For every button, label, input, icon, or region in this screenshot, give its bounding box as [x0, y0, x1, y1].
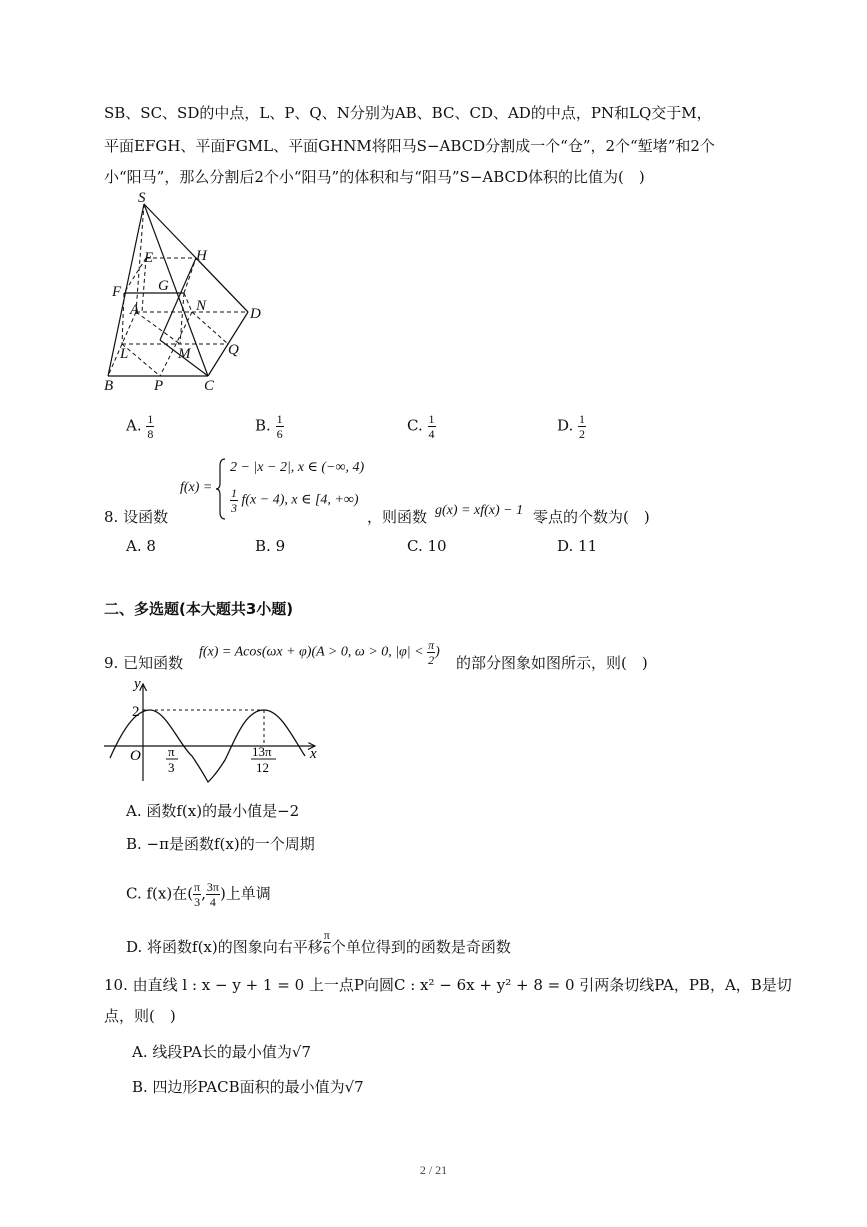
q7-line-2: 平面EFGH、平面FGML、平面GHNM将阳马S−ABCD分割成一个“仓”，2个“堑堵”和2个 [104, 137, 715, 155]
q9-option-b: B. −π是函数f(x)的一个周期 [126, 835, 315, 853]
q10-line-1: 10. 由直线 l : x − y + 1 = 0 上一点P向圆C : x² − 6x + y² + 8 = 0 引两条切线PA，PB，A，B是切 [104, 976, 792, 994]
page-number: 2 / 21 [419, 1163, 448, 1177]
option-letter: A. [126, 416, 142, 435]
q8-gx: g(x) = xf(x) − 1 [435, 503, 524, 518]
q7-option-d [557, 412, 586, 441]
option-letter: D. [557, 416, 574, 435]
q10-option-a: A. 线段PA长的最小值为√7 [132, 1043, 312, 1061]
q10-option-b: B. 四边形PACB面积的最小值为√7 [132, 1078, 364, 1096]
q8-case-1: 2 − |x − 2|, x ∈ (−∞, 4) [230, 460, 365, 475]
q9-option-d: D. 将函数f(x)的图象向右平移 $\frac{\pi}{6}$ 个单位得到的函数是奇函数 [126, 928, 511, 957]
q7-option-b [255, 412, 284, 441]
q8-middle: ，则函数 [367, 508, 428, 526]
pyramid-figure [100, 190, 280, 395]
q9-suffix: 的部分图象如图所示，则( ) [456, 654, 648, 672]
label-D: D [250, 306, 261, 322]
x-axis-label: x [310, 746, 317, 762]
q9-prefix: 9. 已知函数 [104, 654, 184, 672]
q8-suffix: 零点的个数为( ) [533, 508, 650, 526]
label-F: F [112, 284, 122, 300]
option-letter: B. [255, 416, 271, 435]
q7-option-a [126, 412, 154, 441]
q8-brace [216, 458, 226, 520]
q9-option-c: C. f(x)在( $\frac{\pi}{3}$ , $\frac{3\pi}{4}$ )上单调 [126, 880, 271, 909]
q8-case-2: $\frac{1}{3}$ f(x − 4), x ∈ [4, +∞) [231, 486, 359, 515]
label-L: L [120, 346, 129, 362]
y-tick-2: 2 [132, 704, 140, 720]
q7-line-3: 小“阳马”，那么分割后2个小“阳马”的体积和与“阳马”S−ABCD体积的比值为( ) [104, 168, 645, 186]
section-heading: 二、多选题(本大题共3小题) [104, 600, 294, 618]
q8-option-a: A. 8 [126, 537, 156, 555]
x-tick-1-den: 3 [168, 760, 175, 775]
label-A: A [130, 302, 140, 318]
label-G: G [158, 278, 169, 294]
q7-option-c [407, 412, 436, 441]
label-P: P [154, 378, 164, 394]
option-fraction: $\frac{1}{8}$ [147, 412, 154, 441]
x-tick-2-num: 13π [252, 744, 272, 759]
option-fraction: $\frac{1}{4}$ [428, 412, 435, 441]
label-B: B [104, 378, 114, 394]
q9-option-a: A. 函数f(x)的最小值是−2 [126, 802, 300, 820]
label-H: H [196, 248, 207, 264]
q8-option-d: D. 11 [557, 537, 598, 555]
label-N: N [196, 298, 207, 314]
label-M: M [178, 346, 191, 362]
label-S: S [138, 190, 146, 206]
q10-line-2: 点，则( ) [104, 1007, 176, 1025]
x-tick-2-den: 12 [256, 760, 269, 775]
q8-fx: f(x) = [180, 480, 213, 495]
x-tick-1-num: π [168, 744, 175, 759]
origin-label: O [130, 748, 141, 764]
label-E: E [144, 250, 154, 266]
label-Q: Q [228, 342, 239, 358]
option-fraction: $\frac{1}{2}$ [579, 412, 586, 441]
q9-formula: f(x) = Acos(ωx + φ)(A > 0, ω > 0, |φ| < $\frac{\pi}{2}$ ) [199, 638, 440, 667]
q8-prefix: 8. 设函数 [104, 508, 169, 526]
cosine-graph [100, 676, 325, 786]
option-letter: C. [407, 416, 423, 435]
option-fraction: $\frac{1}{6}$ [276, 412, 283, 441]
q8-option-b: B. 9 [255, 537, 286, 555]
label-C: C [204, 378, 215, 394]
q8-option-c: C. 10 [407, 537, 447, 555]
y-axis-label: y [134, 676, 141, 692]
q7-line-1: SB、SC、SD的中点，L、P、Q、N分别为AB、BC、CD、AD的中点，PN和LQ交于M， [104, 104, 712, 122]
